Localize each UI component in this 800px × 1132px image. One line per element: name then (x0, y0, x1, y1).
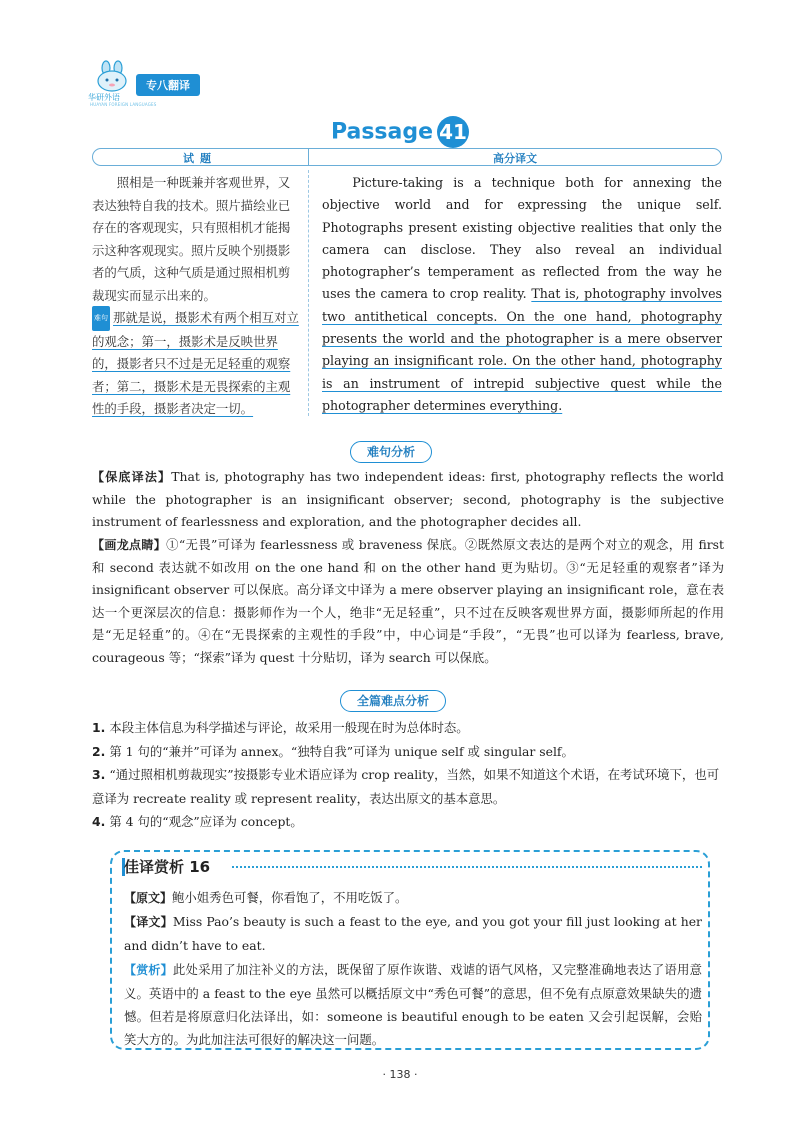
passage-number: 41 (437, 116, 469, 148)
appreciation-translation: 【译文】Miss Pao’s beauty is such a feast to the eye, and you got your fill just looking at her and didn’t have to eat. (124, 914, 702, 954)
logo-text: 华研外语 (88, 93, 120, 102)
column-header-translation: 高分译文 (493, 152, 537, 165)
appreciation-title: 佳译赏析 16 (124, 858, 211, 876)
appreciation-title-dots (232, 866, 702, 868)
basic-translation (92, 466, 724, 534)
key-points (92, 534, 724, 669)
translation-underlined: That is, photography involves two antithetical concepts. On the one hand, photography presents the world and the photographer is a mere observer playing an insignificant role. On the other hand, photography is an instrument of intrepid subjective quest while the photographer determines everything. (322, 286, 722, 413)
passage-word: Passage (330, 119, 434, 145)
basic-translation-text: That is, photography has two independent ideas: first, photography reflects the world while the photographer is an insignificant observer; second, photography is the subjective instrument of fearlessness and exploration, and the photographer decides all. (92, 469, 724, 529)
series-tag: 专八翻译 (136, 74, 200, 96)
list-item: 1. 本段主体信息为科学描述与评论，故采用一般现在时为总体时态。 (92, 720, 469, 735)
key-points-label: 【画龙点睛】 (92, 538, 167, 552)
source-text (92, 172, 300, 307)
passage-heading (0, 116, 800, 148)
translation-text (322, 172, 722, 417)
overall-points-list (92, 716, 724, 834)
page-number: · 138 · (382, 1068, 418, 1081)
hard-sentence-badge: 难句 (92, 306, 110, 331)
list-item: 3. “通过照相机剪裁现实”按摄影专业术语应译为 crop reality，当然，如果不知道这个术语，在考试环境下，也可意译为 recreate reality 或 represent reality，表达出原文的基本意思。 (92, 767, 720, 806)
logo-subtext: HUAYAN FOREIGN LANGUAGES (90, 102, 157, 107)
appreciation-original: 【原文】鲍小姐秀色可餐，你看饱了，不用吃饭了。 (124, 890, 408, 905)
source-hard-sentence (92, 306, 300, 421)
logo-rabbit-icon (92, 60, 134, 92)
hard-sentence-text: 那就是说，摄影术有两个相互对立的观念；第一，摄影术是反映世界的，摄影者只不过是无足轻重的观察者；第二，摄影术是无畏探索的主观性的手段，摄影者决定一切。 (92, 310, 299, 416)
section-title-hard-sentence: 难句分析 (350, 441, 432, 463)
list-item: 2. 第 1 句的“兼并”可译为 annex。“独特自我”可译为 unique self 或 singular self。 (92, 743, 574, 759)
appreciation-comment: 【赏析】此处采用了加注补义的方法，既保留了原作诙谐、戏谑的语气风格，又完整准确地表达了语用意义。英语中的 a feast to the eye 虽然可以概括原文中“秀色可餐”的意思，但不免有点原意效果缺失的遗憾。但若是将原意归化法译出，如：someone is beautiful enough to be eaten 又会引起误解，会贻笑大方的。为此加注法可很好的解决这一问题。 (124, 961, 702, 1048)
column-header-source: 试题 (183, 152, 217, 165)
key-points-text: ①“无畏”可译为 fearlessness 或 braveness 保底。②既然原文表达的是两个对立的观念，用 first 和 second 表达就不如改用 on the one hand 和 on the other hand 更为贴切。③“无足轻重的观察者”译为 insignificant observer 可以保底。高分译文中译为 a mere observer playing an insignificant role，意在表达一个更深层次的信息：摄影师作为一个人，绝非“无足轻重”，只不过在反映客观世界方面，摄影师所起的作用是“无足轻重”的。④在“无畏探索的主观性的手段”中，中心词是“手段”，“无畏”也可以译为 fearless, brave, courageous 等；“探索”译为 quest 十分贴切，译为 search 可以保底。 (92, 537, 724, 665)
basic-translation-label: 【保底译法】 (92, 470, 172, 484)
translation-plain: Picture-taking is a technique both for annexing the objective world and for expressing the unique self. Photographs present existing objective realities that only the camera can disclose. They also reveal an individual photographer’s temperament as reflected from the way he uses the camera to crop reality. (322, 175, 722, 302)
list-item: 4. 第 4 句的“观念”应译为 concept。 (92, 814, 303, 829)
source-paragraph: 照相是一种既兼并客观世界，又表达独特自我的技术。照片描绘业已存在的客观现实，只有照相机才能揭示这种客观现实。照片反映个别摄影者的气质，这种气质是通过照相机剪裁现实而显示出来的。 (92, 175, 291, 303)
appreciation-body (124, 886, 702, 1051)
column-divider (308, 170, 309, 416)
section-title-overall: 全篇难点分析 (340, 690, 446, 712)
